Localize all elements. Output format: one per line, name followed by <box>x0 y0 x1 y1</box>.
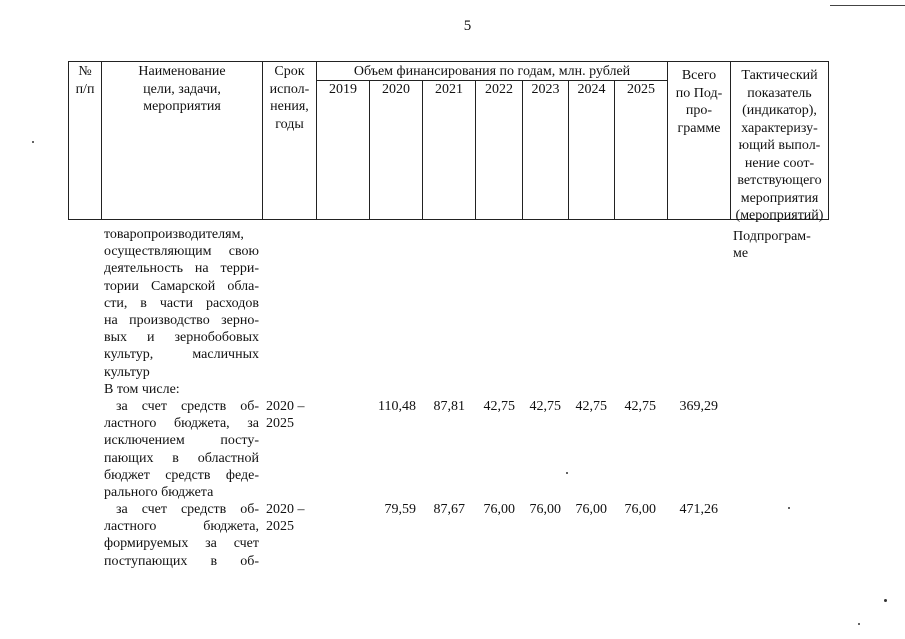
funding-source-regional <box>104 398 259 501</box>
scan-speck <box>788 507 790 509</box>
text-line: товаропроизводителям, <box>104 227 244 242</box>
text-line: на производство зерно- <box>104 313 259 329</box>
year-header: 2025 <box>627 82 655 97</box>
text-line: вых и зернобобовых <box>104 330 259 346</box>
scan-speck <box>32 141 34 143</box>
value-cell: 76,00 <box>575 502 607 517</box>
divider <box>369 80 370 219</box>
year-header: 2019 <box>329 82 357 97</box>
text-line: тории Самарской обла- <box>104 278 259 294</box>
col-total-header: Всего по Под- про- грамме <box>675 68 723 136</box>
col-number-header: № п/п <box>75 64 95 97</box>
divider <box>522 80 523 219</box>
text-line: пающих в областной <box>104 450 259 466</box>
text-line: деятельность на терри- <box>104 261 259 277</box>
col-indicator-header: Тактический показатель (индикатор), характеризу- ющий выпол- нение соот- ветствующего мероприятия (мероприятий) <box>735 68 824 223</box>
col-period-header: Срок испол- нения, годы <box>269 64 310 132</box>
scan-speck <box>858 623 860 625</box>
including-label: В том числе: <box>104 381 180 397</box>
divider <box>614 80 615 219</box>
indicator-text: Подпрограм- ме <box>733 229 811 262</box>
total-cell: 471,26 <box>679 502 718 517</box>
text-line: осуществляющим свою <box>104 244 259 260</box>
table-header <box>68 61 829 223</box>
col-name-header: Наименование цели, задачи, мероприятия <box>138 64 226 114</box>
text-line: ластного бюджета, <box>104 519 259 535</box>
top-edge-rule <box>830 5 905 6</box>
value-cell: 42,75 <box>575 399 607 414</box>
year-header: 2024 <box>577 82 606 97</box>
scan-speck <box>884 599 887 602</box>
year-header: 2022 <box>485 82 513 97</box>
text-line: за счет средств об- <box>116 399 259 414</box>
value-cell: 76,00 <box>483 502 515 517</box>
text-line: сти, в части расходов <box>104 295 259 311</box>
value-cell: 79,59 <box>384 502 416 517</box>
year-header: 2023 <box>531 82 560 97</box>
funding-source-federal-transfers <box>104 501 259 570</box>
text-line: исключением посту- <box>104 433 259 449</box>
value-cell: 87,67 <box>433 502 465 517</box>
text-line: культур, масличных <box>104 347 259 363</box>
year-header: 2020 <box>382 82 410 97</box>
value-cell: 42,75 <box>529 399 561 414</box>
text-line: культур <box>104 364 150 380</box>
col-financing-header: Объем финансирования по годам, млн. рублей <box>353 64 631 79</box>
period-cell: 2020 – 2025 <box>266 502 305 535</box>
page-number: 5 <box>463 18 472 34</box>
text-line: ластного бюджета, за <box>104 416 259 432</box>
value-cell: 42,75 <box>624 399 656 414</box>
divider <box>568 80 569 219</box>
divider <box>422 80 423 219</box>
value-cell: 87,81 <box>433 399 465 414</box>
value-cell: 110,48 <box>378 399 416 414</box>
period-cell: 2020 – 2025 <box>266 399 305 432</box>
text-line: формируемых за счет <box>104 536 259 552</box>
value-cell: 76,00 <box>624 502 656 517</box>
activity-description <box>104 226 259 398</box>
text-line: за счет средств об- <box>116 502 259 517</box>
year-header: 2021 <box>435 82 463 97</box>
total-cell: 369,29 <box>679 399 718 414</box>
text-line: рального бюджета <box>104 485 214 501</box>
text-line: бюджет средств феде- <box>104 467 259 483</box>
divider <box>475 80 476 219</box>
text-line: поступающих в об- <box>104 553 259 569</box>
value-cell: 76,00 <box>529 502 561 517</box>
scan-speck <box>566 472 568 474</box>
value-cell: 42,75 <box>483 399 515 414</box>
